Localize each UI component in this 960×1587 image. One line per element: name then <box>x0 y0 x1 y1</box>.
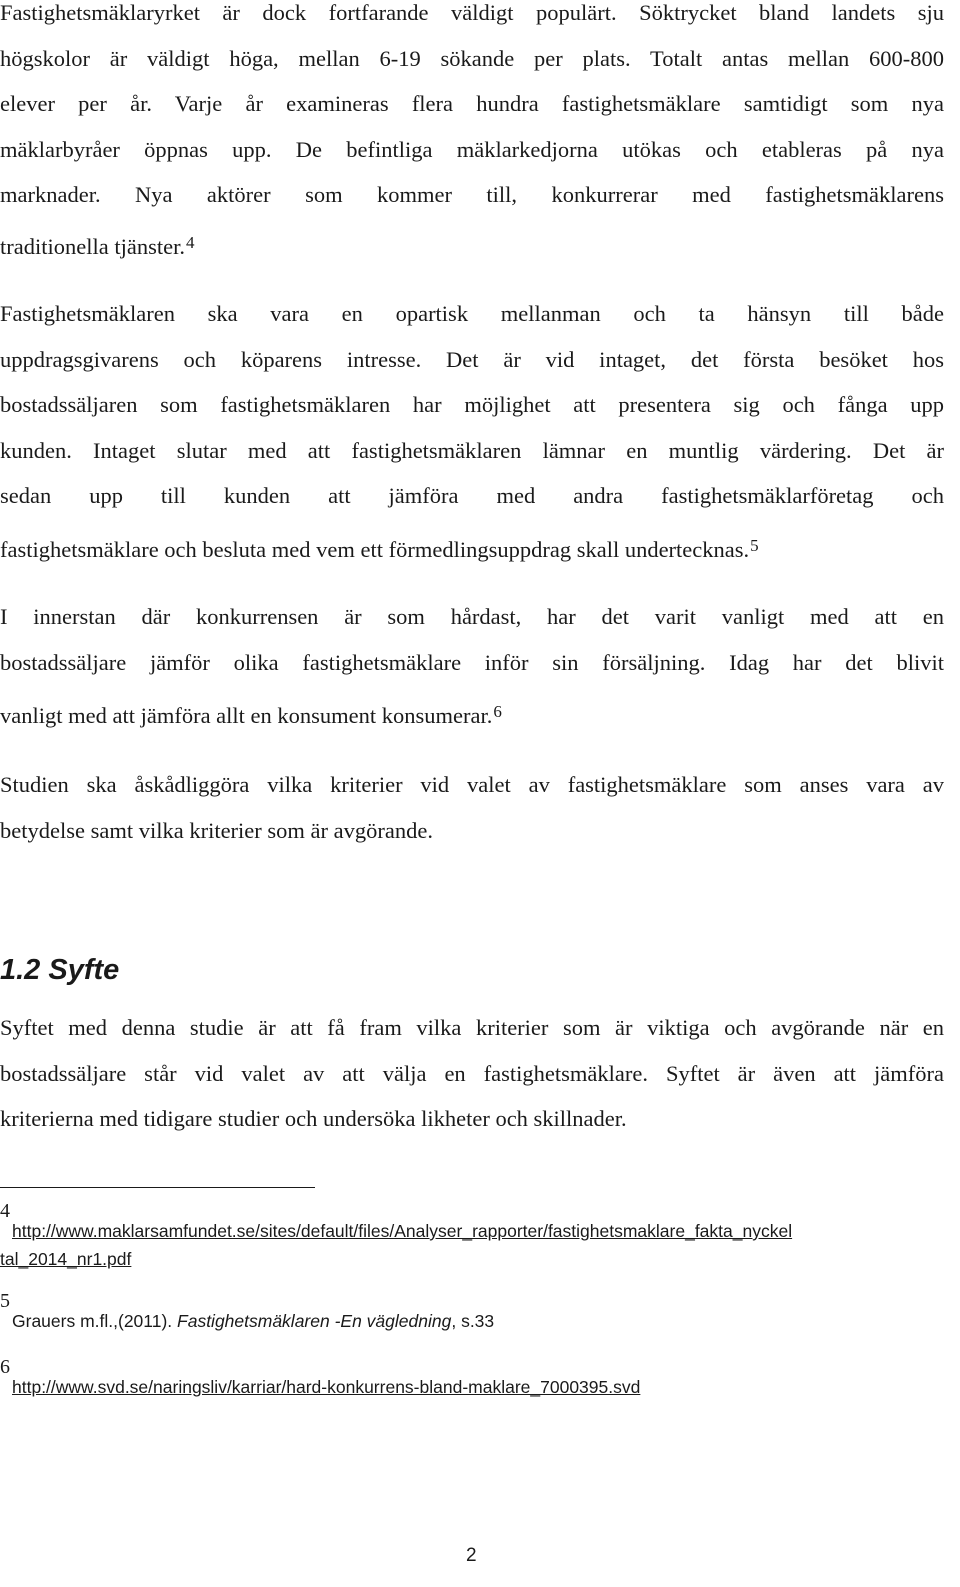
page-number: 2 <box>466 1545 477 1566</box>
text-line <box>0 527 944 575</box>
text-line-content: traditionella tjänster. <box>0 233 185 259</box>
text-line: I innerstan där konkurrensen är som hårdast, har det varit vanligt med att en <box>0 604 944 629</box>
text-line-content: fastighetsmäklare och besluta med vem ett förmedlingsuppdrag skall undertecknas. <box>0 536 750 562</box>
footnote-number: 4 <box>0 1200 10 1222</box>
text-line: kriterierna med tidigare studier och undersöka likheter och skillnader. <box>0 1106 627 1131</box>
section-paragraph <box>0 1005 944 1142</box>
text-line <box>0 224 944 272</box>
footnote-ref-6[interactable]: 6 <box>493 702 502 721</box>
text-line: bostadssäljare står vid valet av att välja en fastighetsmäklare. Syftet är även att jämföra <box>0 1060 944 1086</box>
footnote-link-continued[interactable]: tal_2014_nr1.pdf <box>0 1249 132 1269</box>
text-line: uppdragsgivarens och köparens intresse. Det är vid intaget, det första besöket hos <box>0 346 944 372</box>
footnote-text <box>12 1218 944 1244</box>
text-line: marknader. Nya aktörer som kommer till, konkurrerar med fastighetsmäklarens <box>0 182 944 207</box>
text-line: kunden. Intaget slutar med att fastighetsmäklaren lämnar en muntlig värdering. Det är <box>0 437 944 463</box>
text-line: högskolor är väldigt höga, mellan 6-19 sökande per plats. Totalt antas mellan 600-800 <box>0 45 944 71</box>
text-line: mäklarbyråer öppnas upp. De befintliga mäklarkedjorna utökas och etableras på nya <box>0 136 944 162</box>
text-line: bostadssäljare jämför olika fastighetsmäklare inför sin försäljning. Idag har det blivit <box>0 649 944 675</box>
footnote-link[interactable]: http://www.svd.se/naringsliv/karriar/hard-konkurrens-bland-maklare_7000395.svd <box>12 1377 641 1397</box>
text-line: Studien ska åskådliggöra vilka kriterier vid valet av fastighetsmäklare som anses vara av <box>0 772 944 797</box>
footnote-text <box>12 1308 944 1334</box>
paragraph-4 <box>0 762 944 853</box>
footnote-ref-4[interactable]: 4 <box>185 232 195 252</box>
footnote-number: 5 <box>0 1290 10 1312</box>
text-line: elever per år. Varje år examineras flera hundra fastighetsmäklare samtidigt som nya <box>0 91 944 116</box>
text-line <box>0 693 944 741</box>
text-line: sedan upp till kunden att jämföra med andra fastighetsmäklarföretag och <box>0 483 944 508</box>
text-line-content: vanligt med att jämföra allt en konsument konsumerar. <box>0 703 493 728</box>
footnote-text <box>12 1374 944 1400</box>
citation-authors: Grauers m.fl.,(2011). <box>12 1311 178 1331</box>
text-line: Fastighetsmäklaren ska vara en opartisk mellanman och ta hänsyn till både <box>0 301 944 326</box>
citation-page: , s.33 <box>451 1311 495 1331</box>
section-heading: 1.2 Syfte <box>0 954 120 986</box>
paragraph-1 <box>0 0 944 271</box>
footnote-5 <box>0 1290 944 1334</box>
text-line: bostadssäljaren som fastighetsmäklaren har möjlighet att presentera sig och fånga upp <box>0 392 944 417</box>
paragraph-3 <box>0 594 944 741</box>
text-line: Fastighetsmäklaryrket är dock fortfarande väldigt populärt. Söktrycket bland landets sju <box>0 0 944 25</box>
footnote-separator <box>0 1187 315 1188</box>
footnote-link[interactable]: http://www.maklarsamfundet.se/sites/default/files/Analyser_rapporter/fastighetsmaklare_fakta_nyckel <box>12 1221 793 1241</box>
paragraph-2 <box>0 291 944 574</box>
text-line: Syftet med denna studie är att få fram vilka kriterier som är viktiga och avgörande när en <box>0 1015 944 1040</box>
footnote-number: 6 <box>0 1356 10 1378</box>
text-line: betydelse samt vilka kriterier som är avgörande. <box>0 817 433 843</box>
footnote-ref-5[interactable]: 5 <box>750 535 759 555</box>
footnote-4 <box>0 1200 944 1272</box>
footnote-text <box>0 1246 944 1272</box>
citation-title: Fastighetsmäklaren -En vägledning <box>177 1311 452 1331</box>
footnote-6 <box>0 1356 944 1400</box>
